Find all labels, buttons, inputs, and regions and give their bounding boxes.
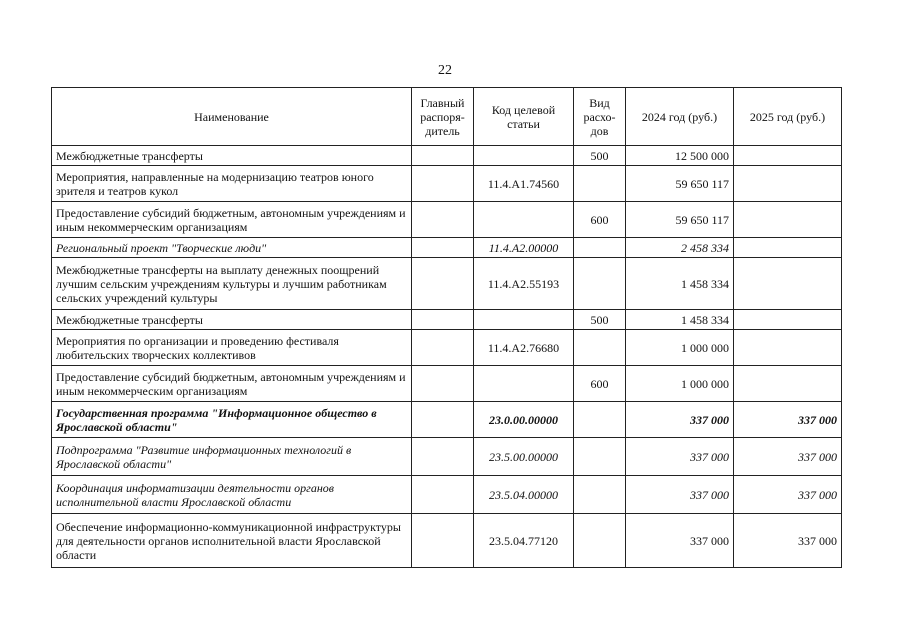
row-2025: 337 000	[734, 476, 842, 514]
table-row	[52, 146, 842, 166]
row-2025: 337 000	[734, 514, 842, 568]
row-2024: 337 000	[626, 514, 734, 568]
header-admin: Главный распоря-дитель	[412, 88, 474, 146]
row-2025	[734, 366, 842, 402]
table-row	[52, 310, 842, 330]
table-row	[52, 238, 842, 258]
row-type	[574, 330, 626, 366]
row-2025: 337 000	[734, 438, 842, 476]
row-2025	[734, 330, 842, 366]
row-2024: 12 500 000	[626, 146, 734, 166]
row-2024: 2 458 334	[626, 238, 734, 258]
table-row	[52, 330, 842, 366]
row-name: Обеспечение информационно-коммуникационной инфраструктуры для деятельности органов исполнительной власти Ярославской области	[52, 514, 412, 568]
row-type	[574, 514, 626, 568]
budget-table	[51, 87, 842, 568]
row-2025	[734, 146, 842, 166]
row-type: 500	[574, 310, 626, 330]
row-name: Государственная программа "Информационное общество в Ярославской области"	[52, 402, 412, 438]
row-code: 23.0.00.00000	[474, 402, 574, 438]
row-name: Координация информатизации деятельности органов исполнительной власти Ярославской области	[52, 476, 412, 514]
header-name: Наименование	[52, 88, 412, 146]
row-admin	[412, 146, 474, 166]
row-type	[574, 166, 626, 202]
row-2024: 337 000	[626, 476, 734, 514]
row-name: Региональный проект "Творческие люди"	[52, 238, 412, 258]
row-2025	[734, 258, 842, 310]
row-2024: 1 000 000	[626, 366, 734, 402]
row-type: 600	[574, 366, 626, 402]
row-admin	[412, 166, 474, 202]
header-2024: 2024 год (руб.)	[626, 88, 734, 146]
header-2025: 2025 год (руб.)	[734, 88, 842, 146]
row-type: 500	[574, 146, 626, 166]
row-2024: 59 650 117	[626, 202, 734, 238]
row-2024: 337 000	[626, 438, 734, 476]
row-name: Предоставление субсидий бюджетным, автономным учреждениям и иным некоммерческим организациям	[52, 366, 412, 402]
row-code: 23.5.00.00000	[474, 438, 574, 476]
row-name: Мероприятия по организации и проведению фестиваля любительских творческих коллективов	[52, 330, 412, 366]
row-type	[574, 476, 626, 514]
row-name: Межбюджетные трансферты на выплату денежных поощрений лучшим сельским учреждениям культуры и лучшим работникам сельских учреждений культуры	[52, 258, 412, 310]
row-type	[574, 258, 626, 310]
row-admin	[412, 514, 474, 568]
row-2025	[734, 166, 842, 202]
table-row	[52, 202, 842, 238]
row-code	[474, 146, 574, 166]
table-row	[52, 514, 842, 568]
row-2024: 59 650 117	[626, 166, 734, 202]
row-2025: 337 000	[734, 402, 842, 438]
row-admin	[412, 202, 474, 238]
table-row	[52, 366, 842, 402]
table-row	[52, 402, 842, 438]
row-admin	[412, 330, 474, 366]
row-admin	[412, 402, 474, 438]
row-2024: 1 458 334	[626, 310, 734, 330]
table-row	[52, 166, 842, 202]
row-2025	[734, 310, 842, 330]
row-name: Межбюджетные трансферты	[52, 310, 412, 330]
row-2024: 1 458 334	[626, 258, 734, 310]
row-code: 11.4.А1.74560	[474, 166, 574, 202]
header-code: Код целевой статьи	[474, 88, 574, 146]
row-admin	[412, 366, 474, 402]
row-admin	[412, 310, 474, 330]
header-type: Вид расхо-дов	[574, 88, 626, 146]
row-type	[574, 238, 626, 258]
row-code	[474, 366, 574, 402]
row-type	[574, 402, 626, 438]
row-code: 11.4.А2.00000	[474, 238, 574, 258]
row-name: Подпрограмма "Развитие информационных технологий в Ярославской области"	[52, 438, 412, 476]
row-type: 600	[574, 202, 626, 238]
table-header-row	[52, 88, 842, 146]
row-admin	[412, 238, 474, 258]
row-code: 11.4.А2.55193	[474, 258, 574, 310]
row-2024: 337 000	[626, 402, 734, 438]
row-name: Мероприятия, направленные на модернизацию театров юного зрителя и театров кукол	[52, 166, 412, 202]
page-number: 22	[438, 63, 452, 78]
table-row	[52, 438, 842, 476]
row-2025	[734, 202, 842, 238]
row-type	[574, 438, 626, 476]
row-name: Межбюджетные трансферты	[52, 146, 412, 166]
table-row	[52, 258, 842, 310]
row-code: 23.5.04.00000	[474, 476, 574, 514]
row-code	[474, 310, 574, 330]
row-code: 11.4.А2.76680	[474, 330, 574, 366]
row-code: 23.5.04.77120	[474, 514, 574, 568]
row-2025	[734, 238, 842, 258]
row-name: Предоставление субсидий бюджетным, автономным учреждениям и иным некоммерческим организациям	[52, 202, 412, 238]
row-admin	[412, 476, 474, 514]
row-code	[474, 202, 574, 238]
row-2024: 1 000 000	[626, 330, 734, 366]
table-row	[52, 476, 842, 514]
row-admin	[412, 258, 474, 310]
row-admin	[412, 438, 474, 476]
